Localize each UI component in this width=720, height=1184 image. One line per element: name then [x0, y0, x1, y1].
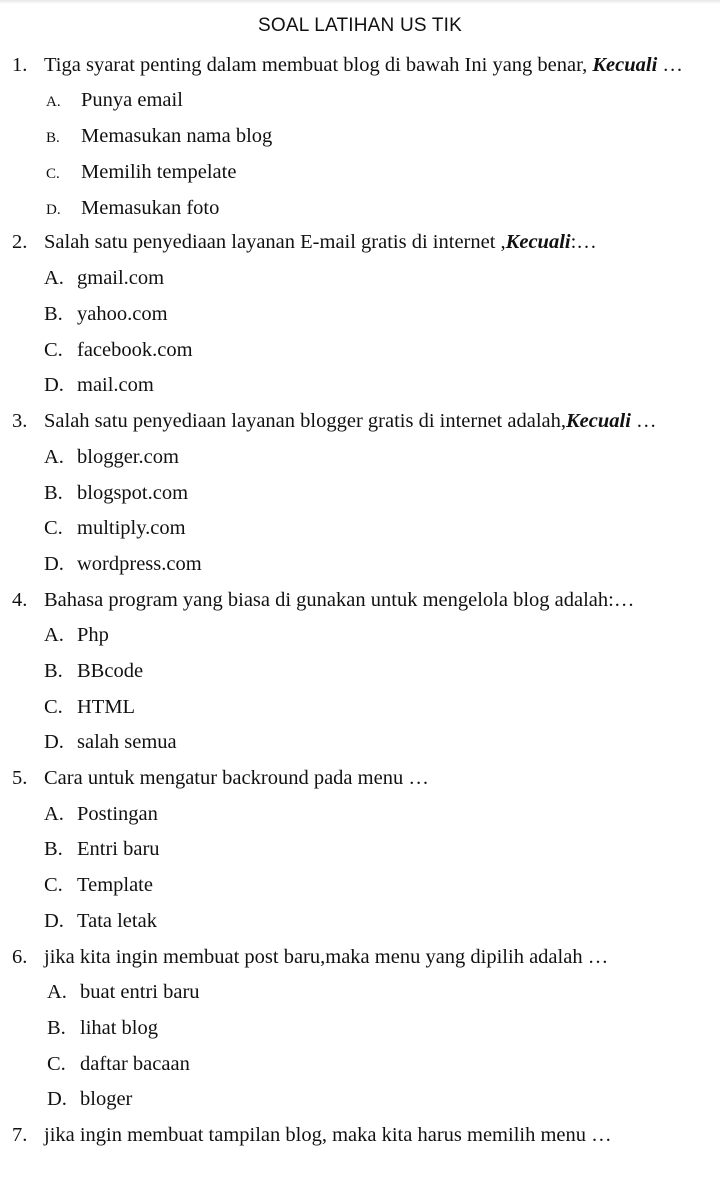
question-1-option-c: [46, 161, 236, 184]
option-letter: C.: [44, 874, 63, 896]
option-text: blogspot.com: [77, 482, 189, 504]
option-text: wordpress.com: [77, 553, 202, 575]
option-letter: A.: [44, 624, 64, 646]
option-letter: D.: [44, 374, 64, 396]
option-letter: B.: [46, 130, 60, 146]
question-text: jika ingin membuat tampilan blog, maka kita harus memilih menu …: [44, 1124, 612, 1146]
question-4-option-a: [44, 624, 109, 647]
question-suffix: …: [630, 410, 657, 432]
question-text: jika kita ingin membuat post baru,maka menu yang dipilih adalah …: [44, 946, 609, 968]
option-text: HTML: [77, 696, 136, 718]
option-letter: D.: [47, 1088, 67, 1110]
question-4-option-c: [44, 696, 135, 719]
question-number: 4.: [12, 589, 28, 611]
option-text: Memasukan nama blog: [81, 125, 273, 147]
option-letter: B.: [44, 303, 63, 325]
option-text: Template: [77, 874, 153, 896]
question-2: [12, 231, 597, 254]
option-letter: A.: [47, 981, 67, 1003]
question-suffix: …: [657, 54, 683, 76]
question-number: 1.: [12, 54, 28, 76]
option-text: lihat blog: [80, 1017, 159, 1039]
option-letter: A.: [44, 267, 64, 289]
question-3-option-a: [44, 446, 179, 469]
option-text: Memilih tempelate: [81, 161, 237, 183]
question-6-option-c: [47, 1053, 190, 1076]
option-letter: B.: [44, 660, 63, 682]
option-text: blogger.com: [77, 446, 179, 468]
option-text: buat entri baru: [80, 981, 200, 1003]
question-7: [12, 1124, 612, 1147]
question-4-option-d: [44, 731, 177, 754]
question-number: 5.: [12, 767, 28, 789]
option-text: facebook.com: [77, 339, 193, 361]
question-1-option-d: [46, 197, 219, 220]
option-letter: C.: [44, 696, 63, 718]
question-number: 6.: [12, 946, 28, 968]
question-3-option-d: [44, 553, 202, 576]
question-5: [12, 767, 429, 790]
option-letter: A.: [44, 803, 64, 825]
question-2-option-c: [44, 339, 193, 362]
option-text: Tata letak: [77, 910, 157, 932]
option-text: yahoo.com: [77, 303, 168, 325]
option-letter: B.: [44, 838, 63, 860]
option-text: salah semua: [77, 731, 177, 753]
question-2-option-a: [44, 267, 164, 290]
question-text: Salah satu penyediaan layanan blogger gratis di internet adalah,: [44, 410, 566, 432]
option-text: Postingan: [77, 803, 158, 825]
option-letter: B.: [44, 482, 63, 504]
option-text: Punya email: [81, 89, 183, 111]
question-5-option-d: [44, 910, 157, 933]
question-5-option-a: [44, 803, 158, 826]
option-letter: C.: [44, 517, 63, 539]
option-text: bloger: [80, 1088, 133, 1110]
question-5-option-c: [44, 874, 153, 897]
top-edge-shadow: [0, 0, 720, 4]
question-6: [12, 946, 608, 969]
question-3-option-b: [44, 482, 188, 505]
question-number: 2.: [12, 231, 28, 253]
option-text: BBcode: [77, 660, 144, 682]
question-6-option-b: [47, 1017, 158, 1040]
question-text: Cara untuk mengatur backround pada menu …: [44, 767, 429, 789]
option-letter: D.: [44, 731, 64, 753]
question-emphasis: Kecuali: [592, 54, 658, 76]
option-letter: C.: [47, 1053, 66, 1075]
question-text: Tiga syarat penting dalam membuat blog di bawah Ini yang benar,: [44, 54, 593, 76]
question-1-option-a: [46, 89, 183, 112]
option-letter: C.: [46, 166, 60, 182]
option-text: multiply.com: [77, 517, 186, 539]
option-letter: D.: [46, 202, 61, 218]
question-number: 3.: [12, 410, 28, 432]
question-5-option-b: [44, 838, 160, 861]
question-text: Salah satu penyediaan layanan E-mail gratis di internet ,: [44, 231, 506, 253]
option-letter: D.: [44, 910, 64, 932]
option-text: Php: [77, 624, 109, 646]
question-3: [12, 410, 657, 433]
option-text: Memasukan foto: [81, 197, 220, 219]
question-2-option-d: [44, 374, 154, 397]
question-text: Bahasa program yang biasa di gunakan untuk mengelola blog adalah:…: [44, 589, 635, 611]
question-3-option-c: [44, 517, 186, 540]
option-letter: D.: [44, 553, 64, 575]
option-letter: A.: [44, 446, 64, 468]
question-6-option-a: [47, 981, 200, 1004]
question-emphasis: Kecuali: [566, 410, 631, 432]
option-letter: C.: [44, 339, 63, 361]
question-4-option-b: [44, 660, 143, 683]
question-1-option-b: [46, 125, 272, 148]
option-letter: A.: [46, 94, 61, 110]
question-number: 7.: [12, 1124, 28, 1146]
option-text: gmail.com: [77, 267, 165, 289]
question-2-option-b: [44, 303, 168, 326]
option-text: Entri baru: [77, 838, 160, 860]
question-emphasis: Kecuali: [505, 231, 571, 253]
page-title: SOAL LATIHAN US TIK: [257, 15, 463, 36]
option-text: mail.com: [77, 374, 154, 396]
question-suffix: :…: [570, 231, 597, 253]
question-4: [12, 589, 634, 612]
option-text: daftar bacaan: [80, 1053, 190, 1075]
question-1: [12, 54, 683, 77]
option-letter: B.: [47, 1017, 66, 1039]
question-6-option-d: [47, 1088, 132, 1111]
